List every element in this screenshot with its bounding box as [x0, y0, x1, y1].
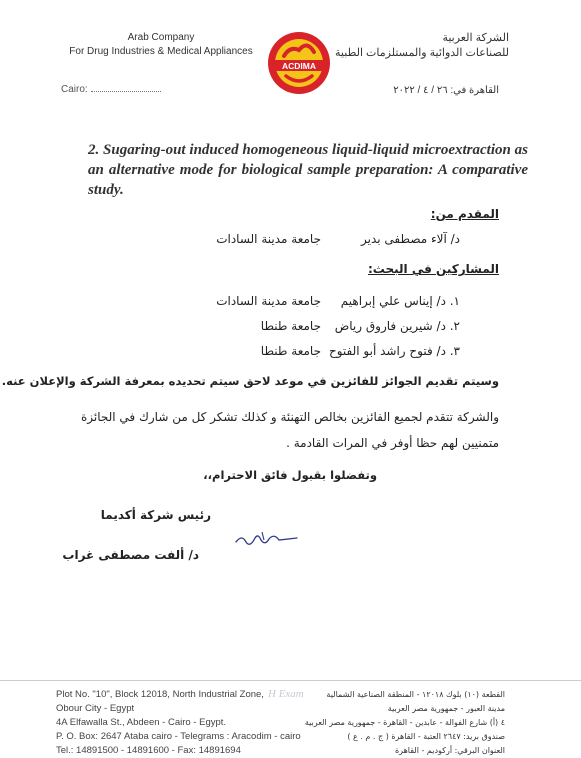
awards-paragraph: وسيتم تقديم الجوائز للفائزين في موعد لاحق سيتم تحديده بمعرفة الشركة والإعلان عنه. — [1, 374, 499, 388]
footer-en-line: P. O. Box: 2647 Ataba cairo - Telegrams : Aracodim - cairo — [56, 731, 301, 742]
footer-divider — [0, 680, 581, 681]
company-name-en-line1: Arab Company — [127, 32, 195, 43]
footer-ar-line: صندوق بريد: ٢٦٤٧ العتبة - القاهرة ( ج . م . ع ) — [347, 732, 505, 741]
company-name-en-line2: For Drug Industries & Medical Appliances — [69, 46, 253, 57]
company-name-ar-line2: للصناعات الدوائية والمستلزمات الطبية — [335, 47, 509, 59]
presenter-name: د/ آلاء مصطفى بدير — [361, 232, 460, 246]
acdima-logo — [266, 30, 332, 96]
cairo-date-field — [61, 84, 161, 95]
participant-name: ٢. د/ شيرين فاروق رياض — [334, 319, 460, 333]
footer-ar-line: ٤ (أ) شارع الفوالة - عابدين - القاهرة - جمهورية مصر العربية — [304, 718, 505, 727]
participants-label: المشاركين في البحث: — [368, 262, 499, 276]
presenter-label: المقدم من: — [430, 207, 499, 221]
research-title: 2. Sugaring-out induced homogeneous liquid-liquid microextraction as an alternative mode for biological sample preparation: A comparative study. — [88, 142, 528, 198]
company-name-ar-line1: الشركة العربية — [442, 32, 509, 44]
footer-en-line: Tel.: 14891500 - 14891600 - Fax: 14891694 — [56, 745, 241, 756]
participant-university: جامعة طنطا — [260, 344, 321, 358]
footer-ar-line: مدينة العبور - جمهورية مصر العربية — [387, 704, 505, 713]
footer-en-line: Obour City - Egypt — [56, 703, 135, 714]
footer-ar-line: القطعة (١٠) بلوك ١٢٠١٨ - المنطقة الصناعية الشمالية — [326, 690, 505, 699]
participant-university: جامعة مدينة السادات — [216, 294, 321, 308]
president-name: د/ ألفت مصطفى غراب — [62, 548, 199, 562]
president-title: رئيس شركة أكديما — [100, 508, 211, 522]
company-name-en — [61, 31, 261, 59]
presenter-university: جامعة مدينة السادات — [216, 232, 321, 246]
logo-text: ACDIMA — [282, 61, 316, 71]
company-name-ar — [309, 31, 509, 61]
closing-line: وتفضلوا بقبول فائق الاحترام،، — [203, 468, 377, 482]
footer-address-ar — [305, 688, 505, 758]
cairo-label: Cairo: — [61, 84, 88, 95]
cairo-dotted-line — [91, 91, 161, 92]
footer-en-line: 4A Elfawalla St., Abdeen - Cairo - Egypt. — [56, 717, 227, 728]
footer-address-en — [56, 688, 301, 758]
footer-en-line: Plot No. "10", Block 12018, North Industrial Zone, — [56, 689, 264, 700]
handwritten-signature — [232, 528, 302, 550]
letter-date: القاهرة في: ٢٦ / ٤ / ٢٠٢٢ — [393, 85, 499, 96]
congratulations-paragraph: والشركة تتقدم لجميع الفائزين بخالص التهنئة و كذلك تشكر كل من شارك في الجائزة متمنيين لهم حظا أوفر في المرات القادمة . — [80, 410, 499, 450]
participant-university: جامعة طنطا — [260, 319, 321, 333]
participant-name: ١. د/ إيناس علي إبراهيم — [340, 294, 460, 308]
watermark: H Exam — [268, 688, 304, 700]
footer-ar-line: العنوان البرقي: أركوديم - القاهرة — [394, 746, 505, 755]
participant-name: ٣. د/ فتوح راشد أبو الفتوح — [328, 344, 460, 358]
